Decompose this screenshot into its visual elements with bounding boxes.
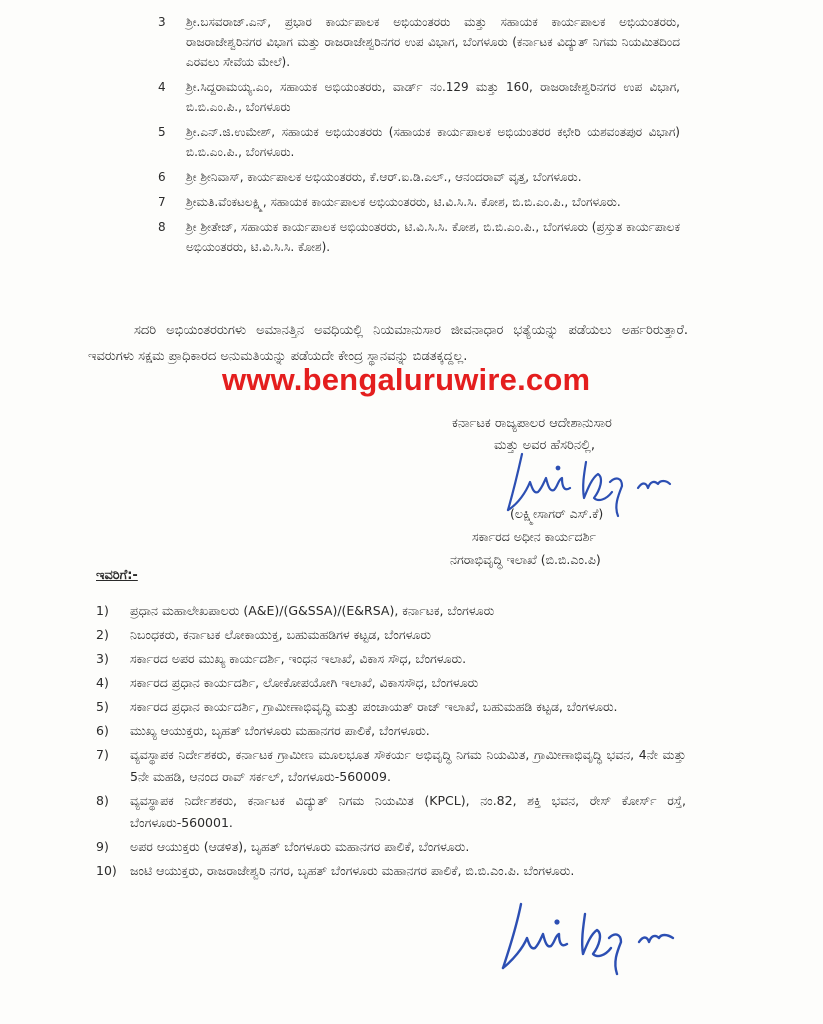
order-line-1: ಕರ್ನಾಟಕ ರಾಜ್ಯಪಾಲರ ಆದೇಶಾನುಸಾರ bbox=[452, 416, 612, 431]
list-item bbox=[96, 696, 686, 718]
item-number: 10) bbox=[96, 863, 117, 878]
officer-list bbox=[158, 12, 680, 262]
item-number: 5 bbox=[158, 125, 166, 139]
signatory-name: (ಲಕ್ಷ್ಮೀಸಾಗರ್ ಎಸ್.ಕೆ) bbox=[510, 506, 604, 521]
item-number: 7) bbox=[96, 747, 109, 762]
item-number: 3) bbox=[96, 651, 109, 666]
item-text: ಶ್ರೀ.ಸಿದ್ದರಾಮಯ್ಯ.ಎಂ, ಸಹಾಯಕ ಅಭಿಯಂತರರು, ವಾರ್ಡ್ ನಂ.129 ಮತ್ತು 160, ರಾಜರಾಜೇಶ್ವರಿನಗರ ಉಪ ವಿಭಾಗ, ಬಿ.ಬಿ.ಎಂ.ಪಿ., ಬೆಂಗಳೂರು bbox=[186, 80, 680, 114]
item-text: ವ್ಯವಸ್ಥಾಪಕ ನಿರ್ದೇಶಕರು, ಕರ್ನಾಟಕ ವಿದ್ಯುತ್ ನಿಗಮ ನಿಯಮಿತ (KPCL), ನಂ.82, ಶಕ್ತಿ ಭವನ, ರೇಸ್ ಕೋರ್ಸ್ ರಸ್ತೆ, ಬೆಂಗಳೂರು-560001. bbox=[130, 793, 686, 830]
item-number: 4) bbox=[96, 675, 109, 690]
list-item bbox=[96, 648, 686, 670]
item-number: 1) bbox=[96, 603, 109, 618]
item-number: 2) bbox=[96, 627, 109, 642]
item-number: 9) bbox=[96, 839, 109, 854]
item-text: ಶ್ರೀ.ಎನ್.ಜಿ.ಉಮೇಶ್, ಸಹಾಯಕ ಅಭಿಯಂತರರು (ಸಹಾಯಕ ಕಾರ್ಯಪಾಲಕ ಅಭಿಯಂತರರ ಕಛೇರಿ ಯಶವಂತಪುರ ವಿಭಾಗ) ಬಿ.ಬಿ.ಎಂ.ಪಿ., ಬೆಂಗಳೂರು. bbox=[186, 125, 680, 159]
watermark: www.bengaluruwire.com bbox=[222, 362, 591, 397]
list-item bbox=[158, 77, 680, 117]
item-text: ಶ್ರೀ.ಬಸವರಾಜ್.ಎನ್, ಪ್ರಭಾರ ಕಾರ್ಯಪಾಲಕ ಅಭಿಯಂತರರು ಮತ್ತು ಸಹಾಯಕ ಕಾರ್ಯಪಾಲಕ ಅಭಿಯಂತರರು, ರಾಜರಾಜೇಶ್ವರಿನಗರ ವಿಭಾಗ ಮತ್ತು ರಾಜರಾಜೇಶ್ವರಿನಗರ ಉಪ ವಿಭಾಗ, ಬೆಂಗಳೂರು (ಕರ್ನಾಟಕ ವಿದ್ಯುತ್ ನಿಗಮ ನಿಯಮಿತದಿಂದ ಎರವಲು ಸೇವೆಯ ಮೇಲೆ). bbox=[186, 15, 680, 69]
body-paragraph: ಸದರಿ ಅಭಿಯಂತರರುಗಳು ಅಮಾನತ್ತಿನ ಅವಧಿಯಲ್ಲಿ ನಿಯಮಾನುಸಾರ ಜೀವನಾಧಾರ ಭತ್ಯೆಯನ್ನು ಪಡೆಯಲು ಅರ್ಹರಿರುತ್ತಾರೆ. ಇವರುಗಳು ಸಕ್ಷಮ ಪ್ರಾಧಿಕಾರದ ಅನುಮತಿಯನ್ನು ಪಡೆಯದೇ ಕೇಂದ್ರ ಸ್ಥಾನವನ್ನು ಬಿಡತಕ್ಕದ್ದಲ್ಲ. bbox=[88, 323, 688, 364]
item-number: 3 bbox=[158, 15, 166, 29]
signatory-block bbox=[450, 502, 603, 571]
list-item bbox=[158, 12, 680, 72]
item-text: ಮುಖ್ಯ ಆಯುಕ್ತರು, ಬೃಹತ್ ಬೆಂಗಳೂರು ಮಹಾನಗರ ಪಾಲಿಕೆ, ಬೆಂಗಳೂರು. bbox=[130, 723, 430, 738]
item-text: ಸರ್ಕಾರದ ಅಪರ ಮುಖ್ಯ ಕಾರ್ಯದರ್ಶಿ, ಇಂಧನ ಇಲಾಖೆ, ವಿಕಾಸ ಸೌಧ, ಬೆಂಗಳೂರು. bbox=[130, 651, 467, 666]
item-text: ಜಂಟಿ ಆಯುಕ್ತರು, ರಾಜರಾಜೇಶ್ವರಿ ನಗರ, ಬೃಹತ್ ಬೆಂಗಳೂರು ಮಹಾನಗರ ಪಾಲಿಕೆ, ಬಿ.ಬಿ.ಎಂ.ಪಿ. ಬೆಂಗಳೂರು. bbox=[130, 863, 575, 878]
item-number: 7 bbox=[158, 195, 166, 209]
signatory-designation: ಸರ್ಕಾರದ ಅಧೀನ ಕಾರ್ಯದರ್ಶಿ bbox=[472, 529, 596, 544]
list-item bbox=[96, 600, 686, 622]
item-text: ಶ್ರೀ ಶ್ರೀತೇಜ್, ಸಹಾಯಕ ಕಾರ್ಯಪಾಲಕ ಅಭಿಯಂತರರು, ಟಿ.ವಿ.ಸಿ.ಸಿ. ಕೋಶ, ಬಿ.ಬಿ.ಎಂ.ಪಿ., ಬೆಂಗಳೂರು (ಪ್ರಸ್ತುತ ಕಾರ್ಯಪಾಲಕ ಅಭಿಯಂತರರು, ಟಿ.ವಿ.ಸಿ.ಸಿ. ಕೋಶ). bbox=[186, 220, 680, 254]
list-item bbox=[158, 192, 680, 212]
item-number: 4 bbox=[158, 80, 166, 94]
cc-list bbox=[96, 600, 686, 884]
signatory-department: ನಗರಾಭಿವೃದ್ಧಿ ಇಲಾಖೆ (ಬಿ.ಬಿ.ಎಂ.ಪಿ) bbox=[450, 552, 601, 567]
item-text: ವ್ಯವಸ್ಥಾಪಕ ನಿರ್ದೇಶಕರು, ಕರ್ನಾಟಕ ಗ್ರಾಮೀಣ ಮೂಲಭೂತ ಸೌಕರ್ಯ ಅಭಿವೃದ್ಧಿ ನಿಗಮ ನಿಯಮಿತ, ಗ್ರಾಮೀಣಾಭಿವೃದ್ಧಿ ಭವನ, 4ನೇ ಮತ್ತು 5ನೇ ಮಹಡಿ, ಆನಂದ ರಾವ್ ಸರ್ಕಲ್, ಬೆಂಗಳೂರು-560009. bbox=[130, 747, 686, 784]
signature-icon bbox=[495, 898, 695, 978]
item-number: 8 bbox=[158, 220, 166, 234]
list-item bbox=[96, 790, 686, 834]
item-text: ಶ್ರೀಮತಿ.ವೆಂಕಟಲಕ್ಷ್ಮಿ, ಸಹಾಯಕ ಕಾರ್ಯಪಾಲಕ ಅಭಿಯಂತರರು, ಟಿ.ವಿ.ಸಿ.ಸಿ. ಕೋಶ, ಬಿ.ಬಿ.ಎಂ.ಪಿ., ಬೆಂಗಳೂರು. bbox=[186, 195, 621, 209]
item-text: ನಿಬಂಧಕರು, ಕರ್ನಾಟಕ ಲೋಕಾಯುಕ್ತ, ಬಹುಮಹಡಿಗಳ ಕಟ್ಟಡ, ಬೆಂಗಳೂರು bbox=[130, 627, 431, 642]
item-text: ಸರ್ಕಾರದ ಪ್ರಧಾನ ಕಾರ್ಯದರ್ಶಿ, ಗ್ರಾಮೀಣಾಭಿವೃದ್ಧಿ ಮತ್ತು ಪಂಚಾಯತ್ ರಾಜ್ ಇಲಾಖೆ, ಬಹುಮಹಡಿ ಕಟ್ಟಡ, ಬೆಂಗಳೂರು. bbox=[130, 699, 618, 714]
list-item bbox=[96, 672, 686, 694]
list-item bbox=[96, 860, 686, 882]
item-number: 8) bbox=[96, 793, 109, 808]
list-item bbox=[158, 122, 680, 162]
item-number: 6 bbox=[158, 170, 166, 184]
item-number: 6) bbox=[96, 723, 109, 738]
list-item bbox=[96, 624, 686, 646]
item-text: ಸರ್ಕಾರದ ಪ್ರಧಾನ ಕಾರ್ಯದರ್ಶಿ, ಲೋಕೋಪಯೋಗಿ ಇಲಾಖೆ, ವಿಕಾಸಸೌಧ, ಬೆಂಗಳೂರು bbox=[130, 675, 479, 690]
item-number: 5) bbox=[96, 699, 109, 714]
item-text: ಶ್ರೀ ಶ್ರೀನಿವಾಸ್, ಕಾರ್ಯಪಾಲಕ ಅಭಿಯಂತರರು, ಕೆ.ಆರ್.ಐ.ಡಿ.ಎಲ್., ಆನಂದರಾವ್ ವೃತ್ತ, ಬೆಂಗಳೂರು. bbox=[186, 170, 582, 184]
list-item bbox=[158, 217, 680, 257]
list-item bbox=[158, 167, 680, 187]
list-item bbox=[96, 744, 686, 788]
list-item bbox=[96, 836, 686, 858]
list-item bbox=[96, 720, 686, 742]
item-text: ಅಪರ ಆಯುಕ್ತರು (ಆಡಳಿತ), ಬೃಹತ್ ಬೆಂಗಳೂರು ಮಹಾನಗರ ಪಾಲಿಕೆ, ಬೆಂಗಳೂರು. bbox=[130, 839, 470, 854]
order-line-2: ಮತ್ತು ಅವರ ಹೆಸರಿನಲ್ಲಿ, bbox=[494, 438, 596, 453]
cc-heading: ಇವರಿಗೆ:- bbox=[96, 568, 138, 583]
item-text: ಪ್ರಧಾನ ಮಹಾಲೇಖಪಾಲರು (A&E)/(G&SSA)/(E&RSA), ಕರ್ನಾಟಕ, ಬೆಂಗಳೂರು bbox=[130, 603, 495, 618]
